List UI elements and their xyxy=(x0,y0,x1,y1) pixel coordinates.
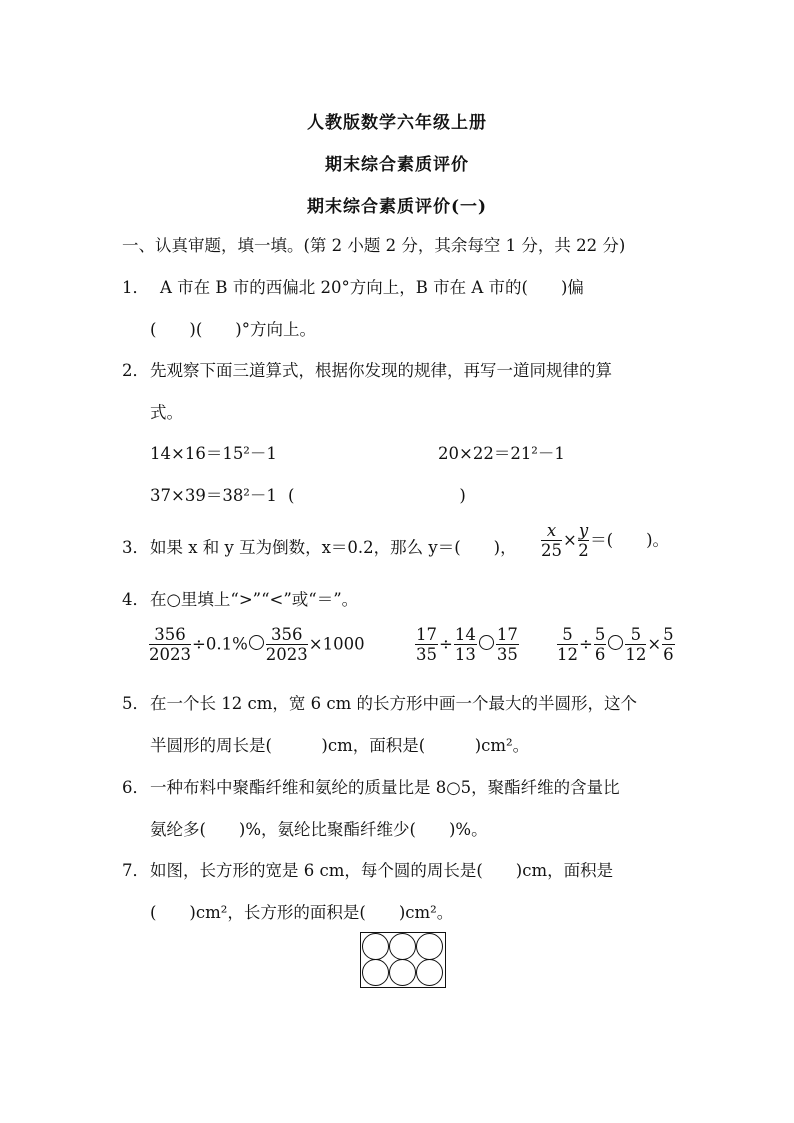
circle-shape xyxy=(362,933,389,960)
circle-shape xyxy=(416,959,443,986)
question-2-line2: 式。 xyxy=(150,403,183,422)
section-heading: 一、认真审题，填一填。(第 2 小题 2 分，其余每空 1 分，共 22 分) xyxy=(122,236,626,255)
equation-3: 37×39＝38²－1 xyxy=(150,486,277,505)
question-7-line2: ( )cm²，长方形的面积是( )cm²。 xyxy=(150,903,454,922)
question-2-line1: 先观察下面三道算式，根据你发现的规律，再写一道同规律的算 xyxy=(150,361,612,380)
fraction: $\frac{17}{35}$ xyxy=(496,625,518,665)
compare-c xyxy=(556,626,676,664)
circle-shape xyxy=(389,933,416,960)
operator: ×1000 xyxy=(308,634,365,654)
question-6-line1: 一种布料中聚酯纤维和氨纶的质量比是 8○5，聚酯纤维的含量比 xyxy=(150,778,620,797)
question-3-expression xyxy=(540,522,669,560)
times-sign: × xyxy=(563,530,577,550)
fraction: $\frac{14}{13}$ xyxy=(454,625,476,665)
compare-circle[interactable] xyxy=(608,635,623,650)
operator: ÷0.1% xyxy=(192,634,248,654)
exam-series-title: 期末综合素质评价 xyxy=(325,155,469,175)
circle-shape xyxy=(416,933,443,960)
fraction-y-over-2: $\frac{y}{2}$ xyxy=(578,521,589,561)
operator: × xyxy=(647,634,662,654)
question-1-line2: ( )( )°方向上。 xyxy=(150,320,316,339)
question-1-number: 1． xyxy=(122,278,149,297)
question-4-number: 4． xyxy=(122,590,149,609)
question-1-line1: A 市在 B 市的西偏北 20°方向上，B 市在 A 市的( )偏 xyxy=(160,278,584,297)
book-title: 人教版数学六年级上册 xyxy=(307,113,487,133)
question-3-number: 3． xyxy=(122,538,149,557)
fraction: $\frac{356}{2023}$ xyxy=(149,625,191,665)
question-6-line2: 氨纶多( )%，氨纶比聚酯纤维少( )%。 xyxy=(150,820,488,839)
exam-title: 期末综合素质评价(一) xyxy=(306,197,488,217)
question-7-number: 7． xyxy=(122,861,149,880)
question-5-number: 5． xyxy=(122,694,149,713)
question-7-line1: 如图，长方形的宽是 6 cm，每个圆的周长是( )cm，面积是 xyxy=(150,861,614,880)
fraction: $\frac{5}{6}$ xyxy=(663,625,674,665)
operator: ÷ xyxy=(439,634,453,654)
question-2-number: 2． xyxy=(122,361,149,380)
question-6-number: 6． xyxy=(122,778,149,797)
question-3-tail: ＝( )。 xyxy=(590,530,670,550)
compare-a xyxy=(148,626,365,664)
answer-blank[interactable]: ( ) xyxy=(288,486,466,505)
operator: ÷ xyxy=(579,634,593,654)
circle-shape xyxy=(389,959,416,986)
fraction: $\frac{17}{35}$ xyxy=(416,625,437,665)
fraction: $\frac{5}{12}$ xyxy=(557,625,578,665)
compare-circle[interactable] xyxy=(479,635,494,650)
circle-shape xyxy=(362,959,389,986)
fraction: $\frac{5}{6}$ xyxy=(594,625,606,665)
equation-1: 14×16＝15²－1 xyxy=(150,444,277,463)
question-3-text: 如果 x 和 y 互为倒数，x＝0.2，那么 y＝( )， xyxy=(150,538,517,557)
question-5-line1: 在一个长 12 cm，宽 6 cm 的长方形中画一个最大的半圆形，这个 xyxy=(150,694,637,713)
compare-circle[interactable] xyxy=(249,635,264,650)
question-4-text: 在○里填上“>”“<”或“＝”。 xyxy=(150,590,359,609)
fraction-x-over-25: $\frac{x}{25}$ xyxy=(541,521,562,561)
equation-2: 20×22＝21²－1 xyxy=(438,444,565,463)
question-5-line2: 半圆形的周长是( )cm，面积是( )cm²。 xyxy=(150,736,530,755)
fraction: $\frac{356}{2023}$ xyxy=(265,625,308,665)
fraction: $\frac{5}{12}$ xyxy=(625,625,647,665)
compare-b xyxy=(414,626,520,664)
rectangle-with-circles-figure xyxy=(360,932,446,988)
